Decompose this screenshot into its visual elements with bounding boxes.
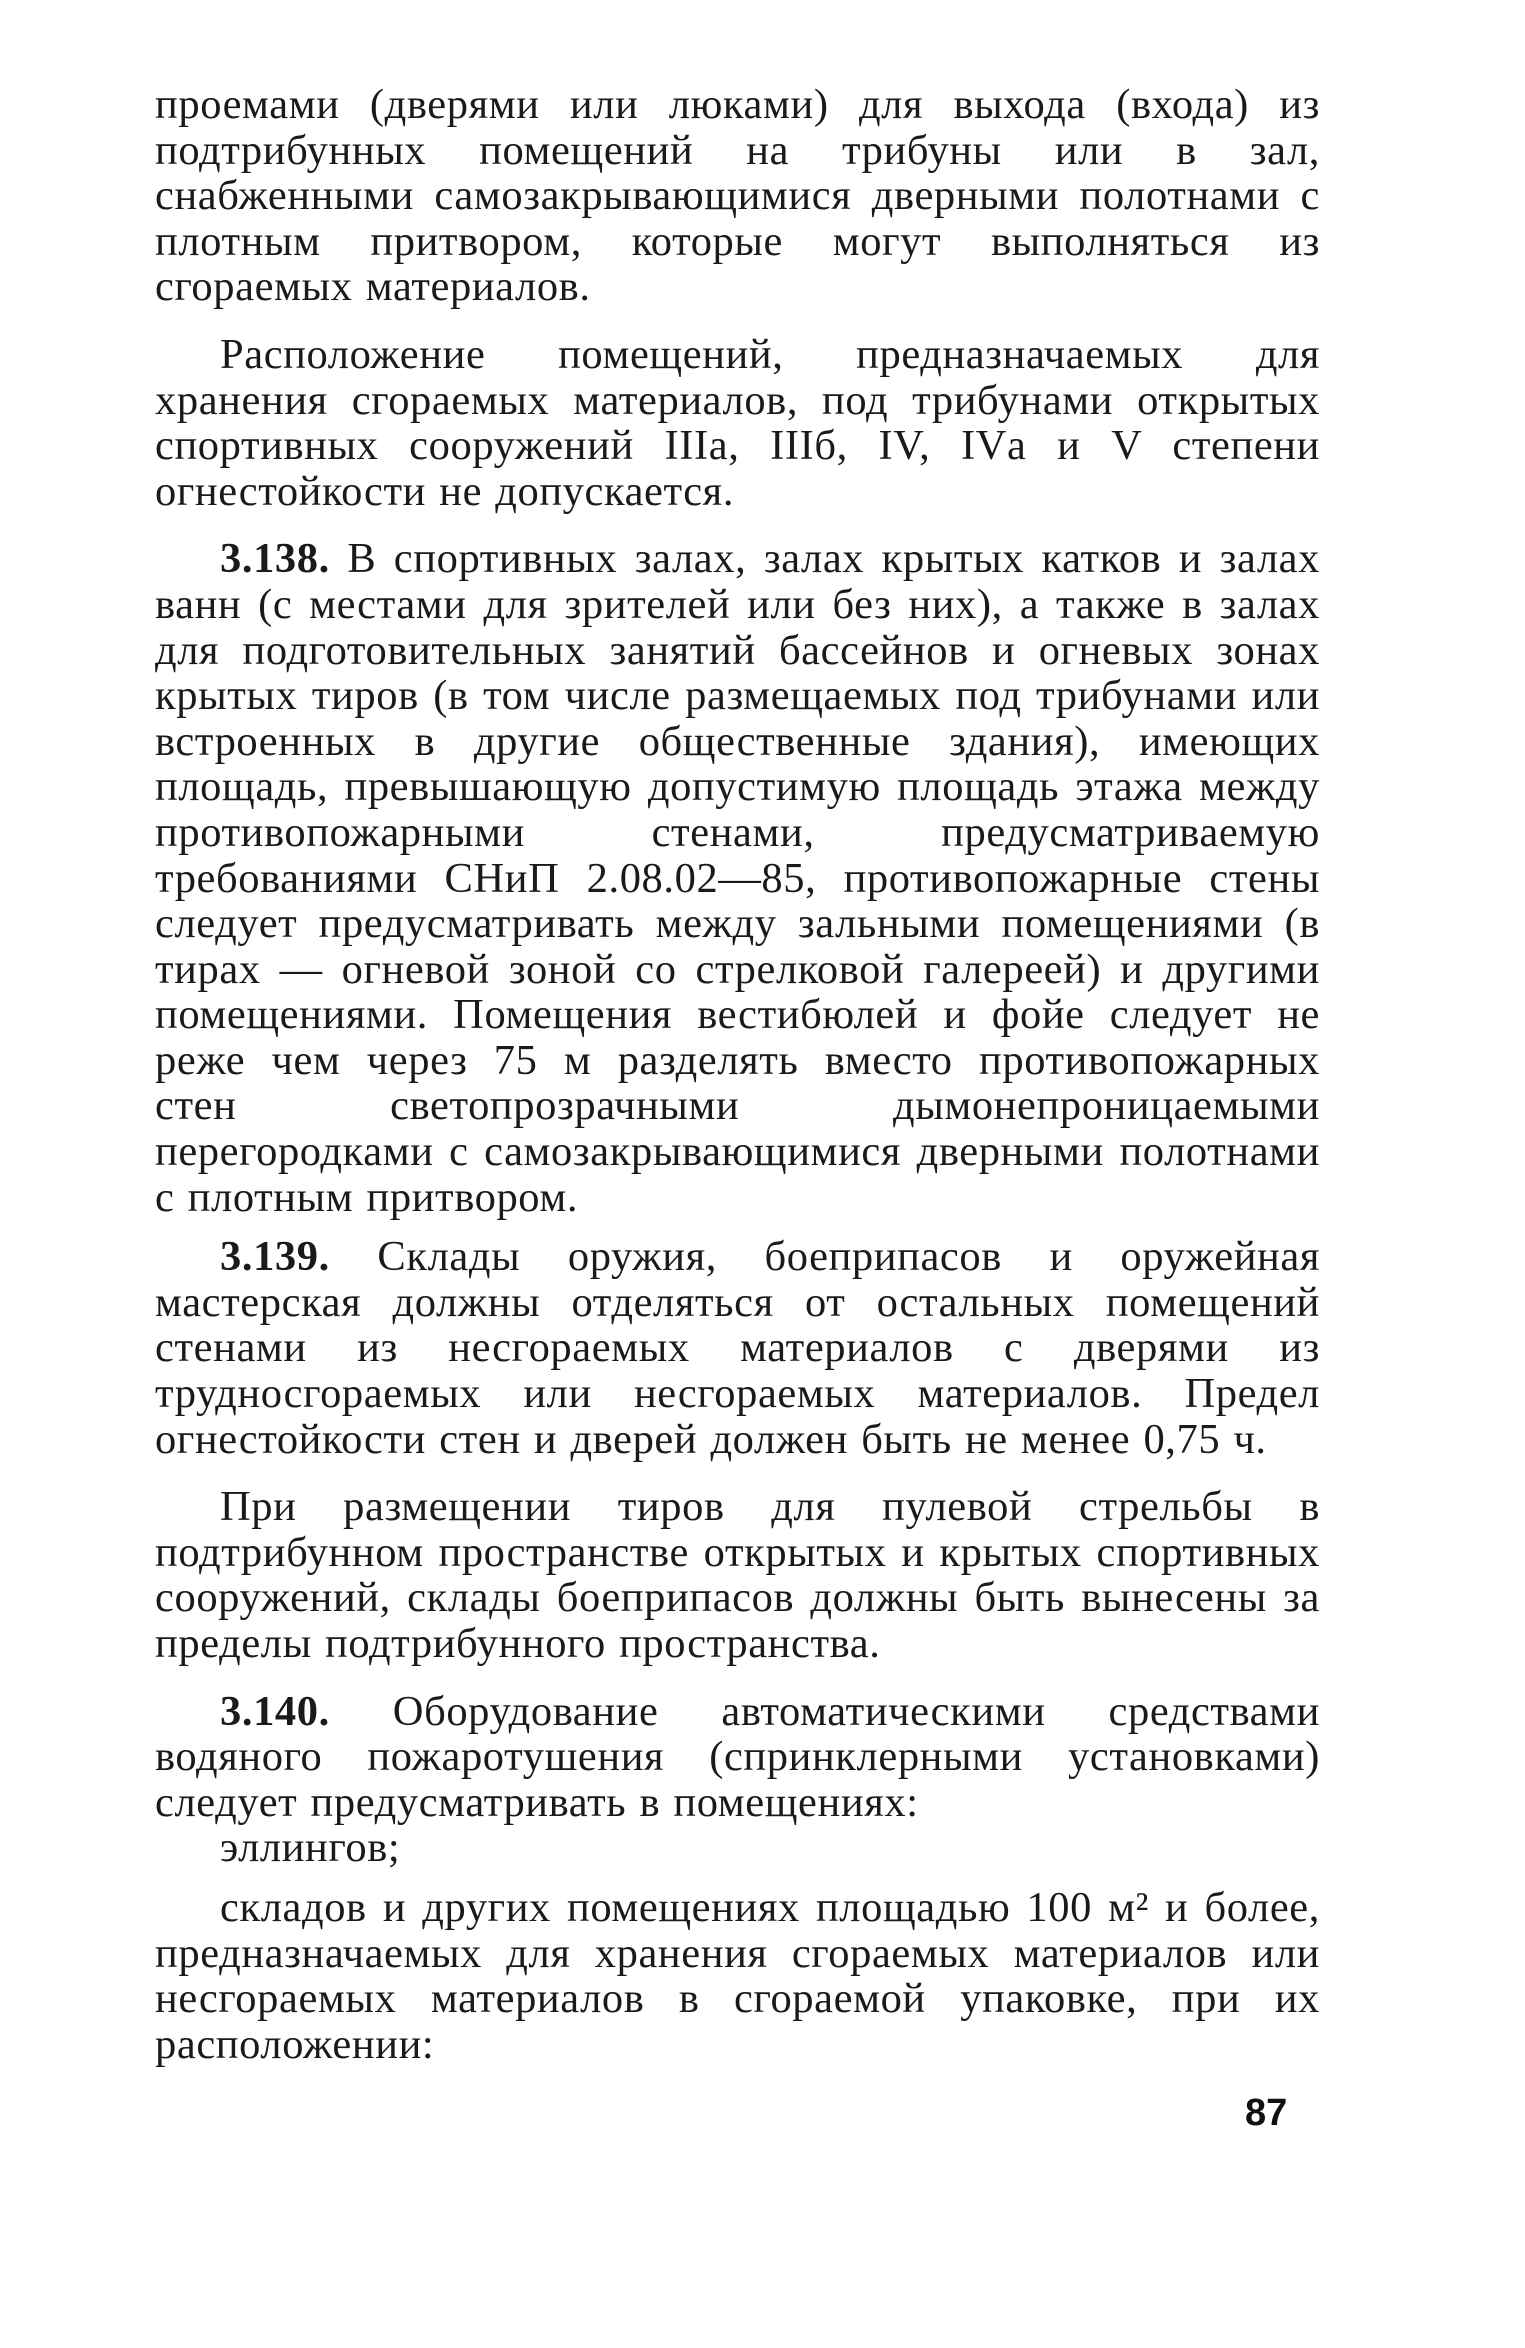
paragraph-3-138 [155,536,1320,1220]
paragraph-continuation: проемами (дверями или люками) для выхода (входа) из подтрибунных помещений на трибуны или в зал, снабженными самозакрывающимися дверными полотнами с плотным притвором, которые могут выполняться из сгораемых материалов. [155,81,1320,311]
clause-number: 3.140. [220,1687,330,1735]
clause-number: 3.138. [220,535,330,583]
list-item-warehouses: складов и других помещениях площадью 100 м² и более, предназначаемых для хранения сгораемых материалов или несгораемых материалов в сгораемой упаковке, при их расположении: [155,1883,1320,2068]
paragraph-3-139 [155,1234,1320,1462]
paragraph-shooting-ranges: При размещении тиров для пулевой стрельбы в подтрибунном пространстве открытых и крытых спортивных сооружений, склады боеприпасов должны быть вынесены за пределы подтрибунного пространства. [155,1483,1320,1667]
clause-text: Оборудование автоматическими средствами водяного пожаротушения (спринклерными установками) следует предусматривать в помещениях: [155,1687,1320,1826]
clause-text: В спортивных залах, залах крытых катков и залах ванн (с местами для зрителей или без них), а также в залах для подготовительных занятий бассейнов и огневых зонах крытых тиров (в том числе размещаемых под трибунами или встроенных в другие общественные здания), имеющих площадь, превышающую допустимую площадь этажа между противопожарными стенами, предусматриваемую требованиями СНиП 2.08.02—85, противопожарные стены следует предусматривать между зальными помещениями (в тирах — огневой зоной со стрелковой галереей) и другими помещениями. Помещения вестибюлей и фойе следует не реже чем через 75 м разделять вместо противопожарных стен светопрозрачными дымонепроницаемыми перегородками с самозакрывающимися дверными полотнами с плотным притвором. [155,535,1320,1221]
paragraph-storage-under-stands: Расположение помещений, предназначаемых для хранения сгораемых материалов, под трибунами открытых спортивных сооружений IIIа, IIIб, IV, IVа и V степени огнестойкости не допускается. [155,330,1320,515]
document-body [155,82,1320,2067]
page-number: 87 [1245,2092,1288,2134]
paragraph-3-140 [155,1689,1320,1826]
list-item-boathouses: эллингов; [220,1824,401,1872]
clause-number: 3.139. [220,1233,330,1281]
clause-text: Склады оружия, боеприпасов и оружейная мастерская должны отделяться от остальных помещений стенами из несгораемых материалов с дверями из трудносгораемых или несгораемых материалов. Предел огнестойкости стен и дверей должен быть не менее 0,75 ч. [155,1233,1320,1463]
